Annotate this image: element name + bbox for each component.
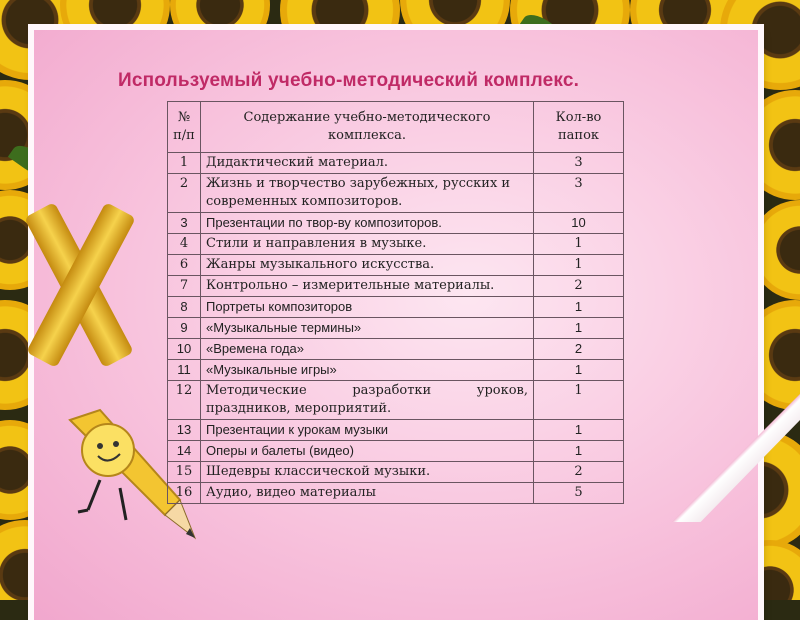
row-count: 1	[534, 381, 624, 420]
table-row	[168, 339, 624, 360]
row-content: «Музыкальные игры»	[201, 360, 534, 381]
table-row	[168, 234, 624, 255]
row-count: 10	[534, 213, 624, 234]
row-content: Жанры музыкального искусства.	[201, 255, 534, 276]
table-row	[168, 276, 624, 297]
row-number: 14	[168, 441, 201, 462]
header-content: Содержание учебно-методического комплекса.	[201, 102, 534, 153]
row-content: Портреты композиторов	[201, 297, 534, 318]
table-row	[168, 441, 624, 462]
row-number: 13	[168, 420, 201, 441]
row-count: 3	[534, 153, 624, 174]
row-count: 2	[534, 462, 624, 483]
row-number: 1	[168, 153, 201, 174]
row-content: Стили и направления в музыке.	[201, 234, 534, 255]
row-number: 2	[168, 174, 201, 213]
row-count: 1	[534, 360, 624, 381]
header-number: № п/п	[168, 102, 201, 153]
materials-table	[167, 101, 624, 504]
row-count: 1	[534, 441, 624, 462]
table-row	[168, 381, 624, 420]
row-number: 8	[168, 297, 201, 318]
row-content: Методические разработки уроков, праздников, мероприятий.	[201, 381, 534, 420]
row-count: 1	[534, 255, 624, 276]
row-number: 16	[168, 483, 201, 504]
row-content: Контрольно – измерительные материалы.	[201, 276, 534, 297]
header-count: Кол-во папок	[534, 102, 624, 153]
row-count: 1	[534, 420, 624, 441]
row-number: 9	[168, 318, 201, 339]
table-row	[168, 174, 624, 213]
row-number: 4	[168, 234, 201, 255]
row-content: Шедевры классической музыки.	[201, 462, 534, 483]
page-title: Используемый учебно-методический комплекс.	[118, 70, 580, 91]
row-count: 3	[534, 174, 624, 213]
row-content: Оперы и балеты (видео)	[201, 441, 534, 462]
table-row	[168, 420, 624, 441]
row-content: Презентации по твор-ву композиторов.	[201, 213, 534, 234]
row-content: Жизнь и творчество зарубежных, русских и современных композиторов.	[201, 174, 534, 213]
row-content: Дидактический материал.	[201, 153, 534, 174]
row-count: 5	[534, 483, 624, 504]
row-count: 2	[534, 276, 624, 297]
row-count: 1	[534, 234, 624, 255]
table-row	[168, 153, 624, 174]
table-row	[168, 255, 624, 276]
row-content: «Времена года»	[201, 339, 534, 360]
row-content: Аудио, видео материалы	[201, 483, 534, 504]
row-content: «Музыкальные термины»	[201, 318, 534, 339]
row-number: 11	[168, 360, 201, 381]
table-row	[168, 462, 624, 483]
row-number: 15	[168, 462, 201, 483]
table-row	[168, 297, 624, 318]
row-count: 1	[534, 297, 624, 318]
table-row	[168, 483, 624, 504]
table-row	[168, 360, 624, 381]
row-number: 12	[168, 381, 201, 420]
ribbon-x-icon	[22, 200, 142, 370]
row-count: 2	[534, 339, 624, 360]
row-number: 10	[168, 339, 201, 360]
table-header-row	[168, 102, 624, 153]
row-number: 7	[168, 276, 201, 297]
row-count: 1	[534, 318, 624, 339]
table-row	[168, 213, 624, 234]
row-content: Презентации к урокам музыки	[201, 420, 534, 441]
row-number: 3	[168, 213, 201, 234]
table-row	[168, 318, 624, 339]
row-number: 6	[168, 255, 201, 276]
